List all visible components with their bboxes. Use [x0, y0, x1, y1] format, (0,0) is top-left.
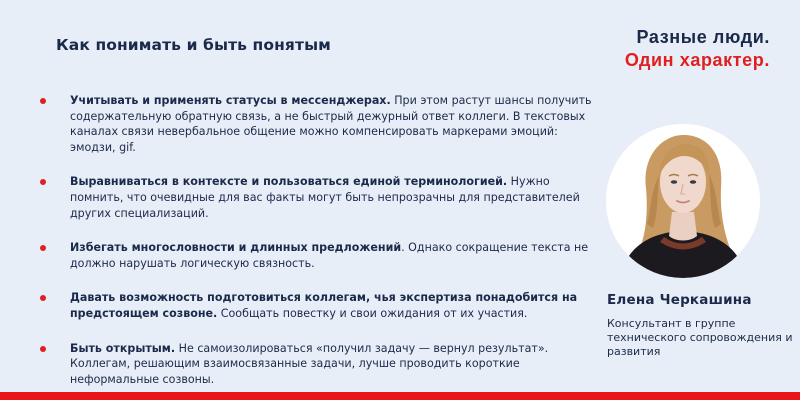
tip-item: [36, 290, 596, 321]
tips-list: [36, 93, 596, 387]
bullet-dot-icon: [40, 98, 46, 104]
person-name: Елена Черкашина: [607, 292, 752, 308]
tip-body: При этом растут шансы получить содержательную обратную связь, а не быстрый дежурный ответ коллеги. В текстовых каналах связи невербальное общение можно компенсировать маркерами эмоций: эмодзи, gif.: [70, 94, 592, 154]
tip-lead: Выравниваться в контексте и пользоваться единой терминологией.: [70, 175, 508, 189]
tip-lead: Учитывать и применять статусы в мессенджерах.: [70, 94, 391, 107]
tip-body: Сообщать повестку и свои ожидания от их участия.: [217, 306, 528, 320]
tip-item: [36, 341, 596, 388]
bullet-dot-icon: [40, 346, 46, 352]
tip-lead: Избегать многословности и длинных предложений: [70, 241, 402, 255]
tip-lead: Давать возможность подготовиться коллегам, чья экспертиза понадобится на предстоящем созвоне.: [70, 291, 578, 320]
tip-item: [36, 93, 596, 155]
slogan-line-1: Разные люди.: [636, 27, 770, 47]
slogan: [625, 26, 770, 72]
tip-lead: Быть открытым.: [70, 341, 176, 355]
slogan-line-2: Один характер.: [624, 50, 770, 70]
tip-item: [36, 240, 596, 271]
bottom-accent-bar: [0, 392, 800, 400]
tip-item: [36, 174, 596, 221]
avatar: [606, 124, 760, 278]
tip-body: Не самоизолироваться «получил задачу — вернул результат». Коллегам, решающим взаимосвязанные задачи, лучше проводить короткие неформальные созвоны.: [70, 341, 549, 386]
tip-body: . Однако сокращение текста не должно нарушать логическую связность.: [70, 241, 589, 270]
bullet-dot-icon: [40, 295, 46, 301]
bullet-dot-icon: [40, 245, 46, 251]
tip-body: Нужно помнить, что очевидные для вас факты могут быть непрозрачны для представителей других специализаций.: [70, 175, 580, 220]
bullet-dot-icon: [40, 179, 46, 185]
portrait-photo: [606, 124, 760, 278]
person-role: Консультант в группе технического сопровождения и развития: [607, 317, 793, 358]
page-title: Как понимать и быть понятым: [56, 36, 331, 54]
